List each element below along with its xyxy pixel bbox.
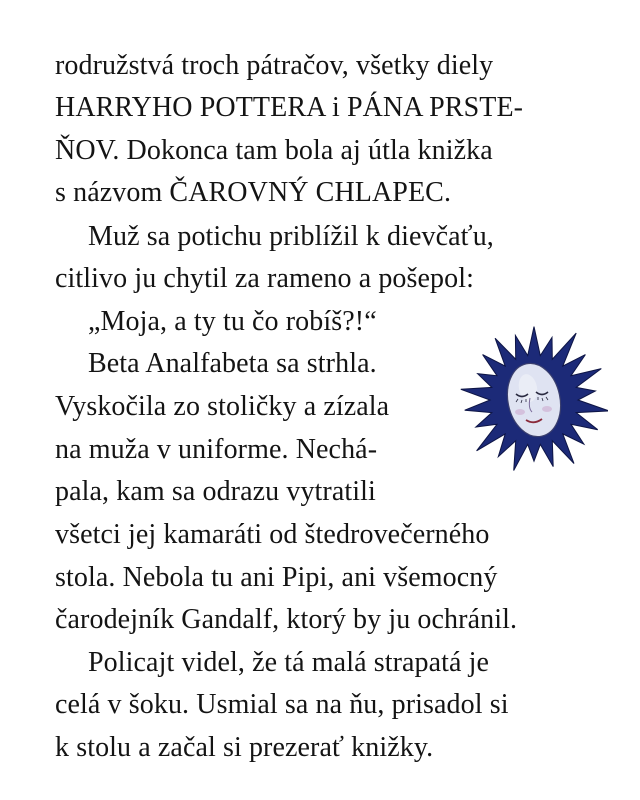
text-line-11: pala, kam sa odrazu vytratili [55,476,376,507]
text-line-17: k stolu a začal si prezerať knižky. [55,732,434,763]
text-line-15: Policajt videl, že tá malá strapatá je [88,647,490,678]
text-line-5: Muž sa potichu priblížil k dievčaťu, [88,221,494,252]
text-line-12: všetci jej kamaráti od štedrovečerného [55,519,490,550]
text-line-9: Vyskočila zo stoličky a zízala [55,391,390,422]
text-line-16: celá v šoku. Usmial sa na ňu, prisadol si [55,689,509,720]
text-line-7: „Moja, a ty tu čo robíš?!“ [88,306,377,337]
text-line-2: HARRYHO POTTERA i PÁNA PRSTE- [55,92,524,123]
text-line-3: ŇOV. Dokonca tam bola aj útla knižka [55,135,493,166]
text-line-4: s názvom ČAROVNÝ CHLAPEC. [55,177,452,208]
text-line-6: citlivo ju chytil za rameno a pošepol: [55,263,475,294]
text-line-8: Beta Analfabeta sa strhla. [88,348,377,379]
text-line-10: na muža v uniforme. Nechá- [55,434,378,465]
text-line-14: čarodejník Gandalf, ktorý by ju ochránil. [55,604,518,635]
text-line-1: rodružstvá troch pátračov, všetky diely [55,50,494,81]
text-line-13: stola. Nebola tu ani Pipi, ani všemocný [55,562,498,593]
spiky-haired-face-icon [450,308,608,480]
